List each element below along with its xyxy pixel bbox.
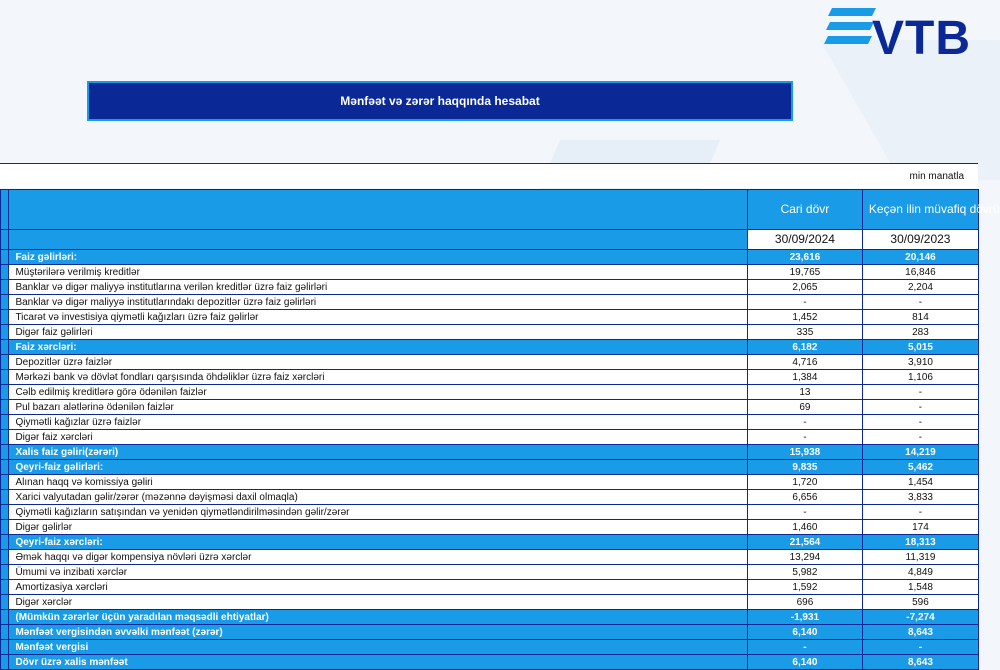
table-row: [1, 295, 979, 310]
row-label: Amortizasiya xərcləri: [9, 580, 748, 595]
row-marker: [1, 355, 9, 370]
row-previous-value: -: [862, 295, 978, 310]
table-row: [1, 385, 979, 400]
row-label: Digər faiz gəlirləri: [9, 325, 748, 340]
row-marker: [1, 565, 9, 580]
row-current-value: 1,592: [747, 580, 862, 595]
row-current-value: 4,716: [747, 355, 862, 370]
row-label: Depozitlər üzrə faizlər: [9, 355, 748, 370]
row-marker: [1, 535, 9, 550]
table-row: [1, 490, 979, 505]
row-marker: [1, 295, 9, 310]
row-current-value: 1,460: [747, 520, 862, 535]
row-label: Qiymətli kağızlar üzrə faizlər: [9, 415, 748, 430]
row-marker: [1, 445, 9, 460]
row-marker: [1, 655, 9, 670]
row-marker: [1, 340, 9, 355]
row-previous-value: 596: [862, 595, 978, 610]
row-previous-value: 3,910: [862, 355, 978, 370]
section-row: [1, 250, 979, 265]
row-marker: [1, 475, 9, 490]
row-marker: [1, 550, 9, 565]
row-previous-value: -: [862, 385, 978, 400]
row-previous-value: 174: [862, 520, 978, 535]
units-row: [0, 163, 978, 188]
row-label: Əmək haqqı və digər kompensiya növləri üzrə xərclər: [9, 550, 748, 565]
row-previous-value: 283: [862, 325, 978, 340]
header-previous-period: Keçən ilin müvafiq dövrü: [862, 190, 978, 230]
row-label: Banklar və digər maliyyə institutlarındakı depozitlər üzrə faiz gəlirləri: [9, 295, 748, 310]
section-row: [1, 655, 979, 670]
row-previous-value: -7,274: [862, 610, 978, 625]
row-marker: [1, 430, 9, 445]
row-previous-value: 1,454: [862, 475, 978, 490]
row-previous-value: 3,833: [862, 490, 978, 505]
table-row: [1, 265, 979, 280]
row-marker: [1, 310, 9, 325]
row-label: Mərkəzi bank və dövlət fondları qarşısında öhdəliklər üzrə faiz xərcləri: [9, 370, 748, 385]
row-label: Cəlb edilmiş kreditlərə görə ödənilən faizlər: [9, 385, 748, 400]
row-marker: [1, 325, 9, 340]
row-marker: [1, 460, 9, 475]
section-row: [1, 640, 979, 655]
row-label: Mənfəət vergisi: [9, 640, 748, 655]
header-label-cell: [9, 190, 748, 230]
table-row: [1, 580, 979, 595]
row-label: Dövr üzrə xalis mənfəət: [9, 655, 748, 670]
section-row: [1, 340, 979, 355]
row-marker: [1, 230, 9, 250]
row-marker: [1, 580, 9, 595]
row-current-value: 696: [747, 595, 862, 610]
row-marker: [1, 190, 9, 230]
row-marker: [1, 505, 9, 520]
row-marker: [1, 520, 9, 535]
row-marker: [1, 640, 9, 655]
row-label: (Mümkün zərərlər üçün yaradılan məqsədli ehtiyatlar): [9, 610, 748, 625]
row-label: Xalis faiz gəliri(zərəri): [9, 445, 748, 460]
row-previous-value: 5,015: [862, 340, 978, 355]
row-previous-value: 11,319: [862, 550, 978, 565]
row-previous-value: -: [862, 640, 978, 655]
row-previous-value: 1,106: [862, 370, 978, 385]
income-statement-table: [0, 189, 1000, 670]
row-current-value: 1,720: [747, 475, 862, 490]
row-current-value: -: [747, 295, 862, 310]
row-current-value: 13: [747, 385, 862, 400]
row-current-value: 6,140: [747, 625, 862, 640]
row-marker: [1, 610, 9, 625]
report-title: Mənfəət və zərər haqqında hesabat: [340, 94, 540, 108]
table-row: [1, 565, 979, 580]
row-marker: [1, 280, 9, 295]
table-row: [1, 310, 979, 325]
date-label-cell: [9, 230, 748, 250]
row-previous-value: 8,643: [862, 625, 978, 640]
table-row: [1, 370, 979, 385]
row-label: Xarici valyutadan gəlir/zərər (məzənnə dəyişməsi daxil olmaqla): [9, 490, 748, 505]
table-date-row: [1, 230, 979, 250]
table-row: [1, 415, 979, 430]
row-label: Digər faiz xərcləri: [9, 430, 748, 445]
row-label: Faiz xərcləri:: [9, 340, 748, 355]
table-row: [1, 400, 979, 415]
current-date: 30/09/2024: [747, 230, 862, 250]
row-label: Qeyri-faiz xərcləri:: [9, 535, 748, 550]
row-marker: [1, 385, 9, 400]
row-current-value: 13,294: [747, 550, 862, 565]
row-current-value: 69: [747, 400, 862, 415]
row-current-value: -: [747, 505, 862, 520]
table-row: [1, 355, 979, 370]
row-marker: [1, 490, 9, 505]
row-marker: [1, 595, 9, 610]
row-label: Banklar və digər maliyyə institutlarına verilən kreditlər üzrə faiz gəlirləri: [9, 280, 748, 295]
table-row: [1, 595, 979, 610]
row-label: Ümumi və inzibati xərclər: [9, 565, 748, 580]
table-row: [1, 520, 979, 535]
row-marker: [1, 370, 9, 385]
row-label: Pul bazarı alətlərinə ödənilən faizlər: [9, 400, 748, 415]
section-row: [1, 625, 979, 640]
row-marker: [1, 400, 9, 415]
row-current-value: 21,564: [747, 535, 862, 550]
row-current-value: -: [747, 415, 862, 430]
row-current-value: 1,384: [747, 370, 862, 385]
vtb-logo: VTB: [872, 12, 971, 65]
row-current-value: 19,765: [747, 265, 862, 280]
row-label: Digər xərclər: [9, 595, 748, 610]
row-current-value: 5,982: [747, 565, 862, 580]
row-current-value: 6,140: [747, 655, 862, 670]
row-label: Qiymətli kağızların satışından və yenidən qiymətləndirilməsindən gəlir/zərər: [9, 505, 748, 520]
row-label: Mənfəət vergisindən əvvəlki mənfəət (zərər): [9, 625, 748, 640]
row-previous-value: 2,204: [862, 280, 978, 295]
table-row: [1, 475, 979, 490]
row-marker: [1, 250, 9, 265]
row-previous-value: 814: [862, 310, 978, 325]
table-row: [1, 550, 979, 565]
row-previous-value: 1,548: [862, 580, 978, 595]
row-label: Qeyri-faiz gəlirləri:: [9, 460, 748, 475]
row-previous-value: -: [862, 430, 978, 445]
row-label: Faiz gəlirləri:: [9, 250, 748, 265]
row-previous-value: 14,219: [862, 445, 978, 460]
row-label: Alınan haqq və komissiya gəliri: [9, 475, 748, 490]
row-current-value: -1,931: [747, 610, 862, 625]
row-label: Müştərilərə verilmiş kreditlər: [9, 265, 748, 280]
row-current-value: -: [747, 430, 862, 445]
row-previous-value: -: [862, 505, 978, 520]
row-current-value: 15,938: [747, 445, 862, 460]
section-row: [1, 460, 979, 475]
row-previous-value: 4,849: [862, 565, 978, 580]
table-row: [1, 280, 979, 295]
row-label: Digər gəlirlər: [9, 520, 748, 535]
row-marker: [1, 415, 9, 430]
section-row: [1, 535, 979, 550]
section-row: [1, 610, 979, 625]
table-row: [1, 505, 979, 520]
row-marker: [1, 625, 9, 640]
row-current-value: 335: [747, 325, 862, 340]
table-row: [1, 325, 979, 340]
row-current-value: -: [747, 640, 862, 655]
table-header-row: [1, 190, 979, 230]
units-label: min manatla: [909, 171, 964, 182]
row-label: Ticarət və investisiya qiymətli kağızları üzrə faiz gəlirlər: [9, 310, 748, 325]
previous-date: 30/09/2023: [862, 230, 978, 250]
row-previous-value: 8,643: [862, 655, 978, 670]
row-previous-value: 18,313: [862, 535, 978, 550]
row-current-value: 6,182: [747, 340, 862, 355]
row-previous-value: -: [862, 415, 978, 430]
row-previous-value: -: [862, 400, 978, 415]
row-current-value: 1,452: [747, 310, 862, 325]
row-previous-value: 5,462: [862, 460, 978, 475]
row-current-value: 2,065: [747, 280, 862, 295]
section-row: [1, 445, 979, 460]
report-title-banner: [87, 81, 793, 121]
row-previous-value: 16,846: [862, 265, 978, 280]
row-current-value: 23,616: [747, 250, 862, 265]
row-current-value: 9,835: [747, 460, 862, 475]
row-current-value: 6,656: [747, 490, 862, 505]
row-marker: [1, 265, 9, 280]
header-current-period: Cari dövr: [747, 190, 862, 230]
table-row: [1, 430, 979, 445]
row-previous-value: 20,146: [862, 250, 978, 265]
